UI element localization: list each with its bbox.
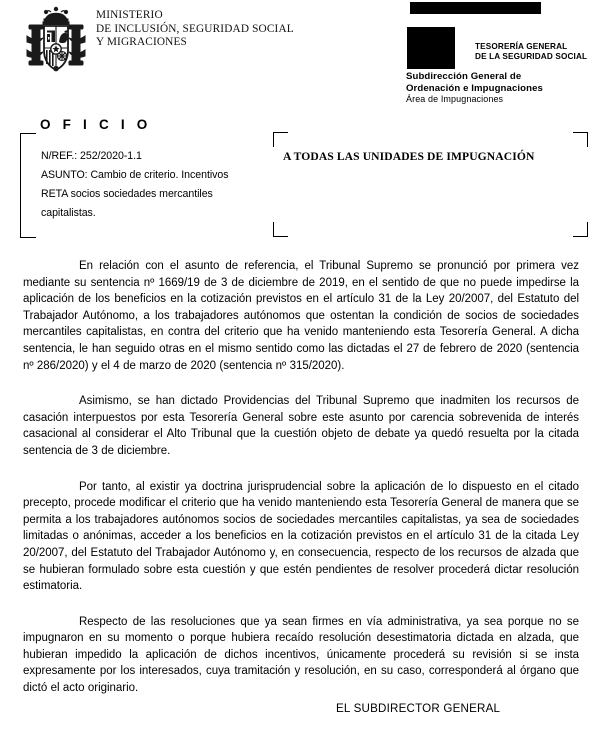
reference-bracket-vertical	[20, 133, 21, 238]
document-body	[23, 258, 579, 697]
reference-bracket-bottom	[20, 237, 36, 238]
reference-bracket-top	[20, 133, 36, 134]
body-paragraph-3: Por tanto, al existir ya doctrina jurisprudencial sobre la aplicación de lo dispuesto en el citado precepto, procede modificar el criterio que ha venido manteniendo esta Tesorería General de manera que se permita a los trabajadores autónomos socios de sociedades mercantiles capitalistas, ya sea de sociedades limitadas o anónimas, acceder a los beneficios en la cotización previstos en el artículo 31 de la citada Ley 20/2007, del Estatuto del Trabajador Autónomo y, en consecuencia, respecto de los recursos de alzada que se hubieran formulado sobre esta cuestión y que estén pendientes de resolver procederá dictar resolución estimatoria.	[23, 480, 579, 593]
body-paragraph-2: Asimismo, se han dictado Providencias del Tribunal Supremo que inadmiten los recursos de casación interpuestos por esta Tesorería General sobre este asunto por carencia sobrevenida de interés casacional al considerar el Alto Tribunal que la cuestión objeto de debate ya quedó resuelta por la citada sentencia de 3 de diciembre.	[23, 395, 579, 457]
crop-mark-bottom-left	[273, 222, 288, 237]
addressee: A TODAS LAS UNIDADES DE IMPUGNACIÓN	[283, 150, 535, 163]
ministry-line-3: Y MIGRACIONES	[96, 36, 187, 49]
redaction-square-logo	[407, 27, 455, 69]
ministry-line-1: MINISTERIO	[96, 9, 163, 21]
agency-line-1: TESORERÍA GENERAL	[475, 42, 568, 51]
agency-line-2: DE LA SEGURIDAD SOCIAL	[475, 52, 588, 61]
ministry-line-2: DE INCLUSIÓN, SEGURIDAD SOCIAL	[96, 22, 294, 35]
agency-name	[475, 42, 587, 62]
document-header	[0, 0, 602, 112]
reference-block	[41, 147, 256, 223]
crop-mark-bottom-right	[573, 222, 588, 237]
reference-number: N/REF.: 252/2020-1.1	[41, 150, 142, 162]
signature-title: EL SUBDIRECTOR GENERAL	[336, 702, 501, 715]
crop-mark-top-left	[273, 132, 288, 147]
subdirection-line-3: Área de Impugnaciones	[406, 94, 504, 105]
ministry-name	[96, 9, 294, 50]
reference-subject-line-3: capitalistas.	[41, 207, 96, 219]
redaction-bar	[410, 2, 541, 14]
subdirection-line-2: Ordenación e Impugnaciones	[406, 82, 543, 94]
crop-mark-top-right	[573, 132, 588, 147]
spanish-coat-of-arms-emblem	[24, 6, 88, 80]
body-paragraph-1: En relación con el asunto de referencia, el Tribunal Supremo se pronunció por primera vez mediante su sentencia nº 1669/19 de 3 de diciembre de 2019, en el sentido de que no puede impedirse la aplicación de los beneficios en la cotización previstos en el artículo 31 de la Ley 20/2007, del Estatuto del Trabajador Autónomo, a los trabajadores autónomos que ostentan la condición de socios de sociedades mercantiles capitalistas, en contra del criterio que ha venido manteniendo esta Tesorería General. A dicha sentencia, le han seguido otras en el mismo sentido como las dictadas el 27 de febrero de 2020 (sentencia nº 286/2020) y el 4 de marzo de 2020 (sentencia nº 315/2020).	[23, 260, 579, 372]
subdirection-line-1: Subdirección General de	[406, 71, 522, 82]
reference-subject-line-2: RETA socios sociedades mercantiles	[41, 188, 213, 200]
subdirection-block	[406, 71, 543, 106]
document-title: O F I C I O	[40, 117, 152, 132]
addressee-crop-marks	[273, 132, 588, 237]
reference-subject-line-1: ASUNTO: Cambio de criterio. Incentivos	[41, 169, 229, 181]
body-paragraph-4: Respecto de las resoluciones que ya sean firmes en vía administrativa, ya sea porque no se impugnaron en su momento o porque hubiera recaído resolución desestimatoria dictada en alzada, que hubieran impedido la aplicación de dichos incentivos, únicamente procederá su revisión si se insta expresamente por los interesados, cuya tramitación y resolución, en su caso, corresponderá al órgano que dictó el acto originario.	[23, 615, 579, 695]
